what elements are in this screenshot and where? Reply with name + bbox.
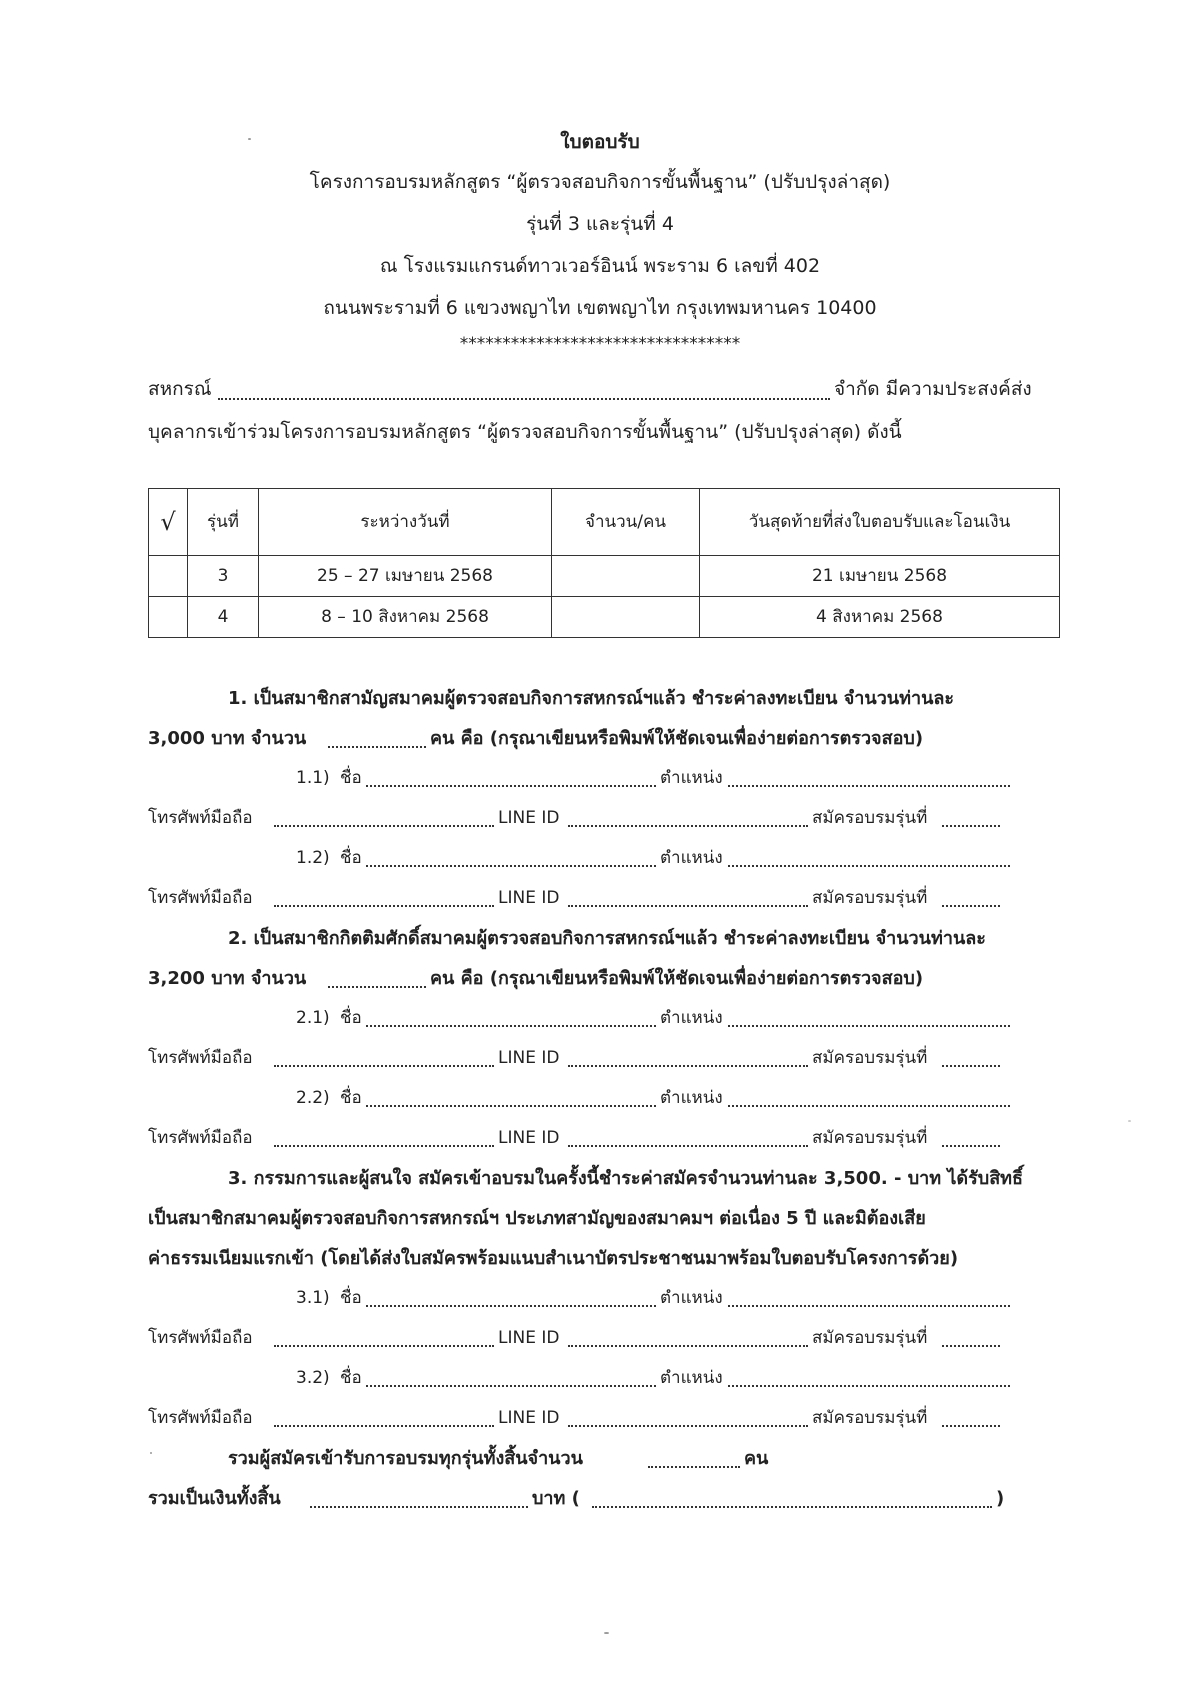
batch-apply-field[interactable] xyxy=(942,1145,1000,1147)
position-field[interactable] xyxy=(728,1305,1010,1307)
phone-field[interactable] xyxy=(274,1065,494,1067)
batch-apply-label: สมัครอบรมรุ่นที่ xyxy=(812,1408,928,1428)
item-number: 2.2) xyxy=(296,1088,330,1108)
name-label: ชื่อ xyxy=(340,1368,362,1388)
baht-label: บาท ( xyxy=(532,1488,580,1509)
position-field[interactable] xyxy=(728,1025,1010,1027)
position-label: ตำแหน่ง xyxy=(660,1288,723,1308)
batch-apply-label: สมัครอบรมรุ่นที่ xyxy=(812,1048,928,1068)
row-deadline: 21 เมษายน 2568 xyxy=(700,556,1060,597)
close-paren: ) xyxy=(996,1488,1005,1509)
batch-apply-field[interactable] xyxy=(942,1345,1000,1347)
venue-line: ณ โรงแรมแกรนด์ทาวเวอร์อินน์ พระราม 6 เลขที่ 402 xyxy=(379,255,821,277)
position-label: ตำแหน่ง xyxy=(660,1088,723,1108)
phone-label: โทรศัพท์มือถือ xyxy=(148,808,253,828)
total-amount-field[interactable] xyxy=(310,1506,528,1508)
line-id-label: LINE ID xyxy=(498,1328,560,1348)
coop-label: สหกรณ์ xyxy=(148,378,212,400)
section1-count-field[interactable] xyxy=(328,746,426,748)
line-id-field[interactable] xyxy=(568,825,808,827)
phone-field[interactable] xyxy=(274,1345,494,1347)
table-header-batch: รุ่นที่ xyxy=(188,489,259,556)
position-label: ตำแหน่ง xyxy=(660,848,723,868)
position-field[interactable] xyxy=(728,1105,1010,1107)
row-dates: 25 – 27 เมษายน 2568 xyxy=(259,556,552,597)
table-header-row xyxy=(149,489,1060,556)
project-title: โครงการอบรมหลักสูตร “ผู้ตรวจสอบกิจการขั้นพื้นฐาน” (ปรับปรุงล่าสุด) xyxy=(309,171,891,193)
item-number: 2.1) xyxy=(296,1008,330,1028)
line-id-field[interactable] xyxy=(568,1145,808,1147)
scan-speck xyxy=(1128,1120,1131,1122)
section1-line2-suffix: คน คือ (กรุณาเขียนหรือพิมพ์ให้ชัดเจนเพื่อง่ายต่อการตรวจสอบ) xyxy=(430,728,924,749)
name-label: ชื่อ xyxy=(340,848,362,868)
line-id-label: LINE ID xyxy=(498,1048,560,1068)
phone-field[interactable] xyxy=(274,1425,494,1427)
phone-label: โทรศัพท์มือถือ xyxy=(148,1048,253,1068)
line-id-label: LINE ID xyxy=(498,888,560,908)
line-id-field[interactable] xyxy=(568,1065,808,1067)
section1-line1: 1. เป็นสมาชิกสามัญสมาคมผู้ตรวจสอบกิจการสหกรณ์ฯแล้ว ชำระค่าลงทะเบียน จำนวนท่านละ xyxy=(228,688,955,709)
position-field[interactable] xyxy=(728,785,1010,787)
scan-speck xyxy=(150,1452,152,1454)
line-id-field[interactable] xyxy=(568,1425,808,1427)
line-id-field[interactable] xyxy=(568,1345,808,1347)
position-label: ตำแหน่ง xyxy=(660,1008,723,1028)
schedule-table xyxy=(148,488,1060,638)
line-id-label: LINE ID xyxy=(498,808,560,828)
section2-count-field[interactable] xyxy=(328,986,426,988)
total-applicants-label: รวมผู้สมัครเข้ารับการอบรมทุกรุ่นทั้งสิ้นจำนวน xyxy=(228,1448,583,1469)
row-batch: 4 xyxy=(188,597,259,638)
section2-line1: 2. เป็นสมาชิกกิตติมศักดิ์สมาคมผู้ตรวจสอบกิจการสหกรณ์ฯแล้ว ชำระค่าลงทะเบียน จำนวนท่านละ xyxy=(228,928,986,949)
position-field[interactable] xyxy=(728,1385,1010,1387)
section3-line2: เป็นสมาชิกสมาคมผู้ตรวจสอบกิจการสหกรณ์ฯ ประเภทสามัญของสมาคมฯ ต่อเนื่อง 5 ปี และมิต้องเสีย xyxy=(148,1208,926,1229)
row-check-cell[interactable] xyxy=(149,597,188,638)
name-field[interactable] xyxy=(366,1105,656,1107)
section2-line2-suffix: คน คือ (กรุณาเขียนหรือพิมพ์ให้ชัดเจนเพื่อง่ายต่อการตรวจสอบ) xyxy=(430,968,924,989)
item-number: 1.2) xyxy=(296,848,330,868)
batch-apply-label: สมัครอบรมรุ่นที่ xyxy=(812,1128,928,1148)
name-label: ชื่อ xyxy=(340,1288,362,1308)
total-applicants-field[interactable] xyxy=(648,1466,740,1468)
name-field[interactable] xyxy=(366,785,656,787)
row-batch: 3 xyxy=(188,556,259,597)
item-number: 3.2) xyxy=(296,1368,330,1388)
row-check-cell[interactable] xyxy=(149,556,188,597)
batch-apply-field[interactable] xyxy=(942,825,1000,827)
table-header-deadline: วันสุดท้ายที่ส่งใบตอบรับและโอนเงิน xyxy=(700,489,1060,556)
coop-suffix: จำกัด มีความประสงค์ส่ง xyxy=(834,378,1032,400)
table-header-count: จำนวน/คน xyxy=(552,489,700,556)
scan-speck xyxy=(604,1632,609,1634)
intro-line: บุคลากรเข้าร่วมโครงการอบรมหลักสูตร “ผู้ตรวจสอบกิจการขั้นพื้นฐาน” (ปรับปรุงล่าสุด) ดังนี้ xyxy=(148,421,902,443)
checkmark-icon: √ xyxy=(149,489,188,556)
line-id-label: LINE ID xyxy=(498,1408,560,1428)
name-field[interactable] xyxy=(366,865,656,867)
coop-name-field[interactable] xyxy=(218,398,830,400)
name-field[interactable] xyxy=(366,1385,656,1387)
total-amount-label: รวมเป็นเงินทั้งสิ้น xyxy=(148,1488,281,1509)
phone-field[interactable] xyxy=(274,1145,494,1147)
batch-apply-field[interactable] xyxy=(942,1065,1000,1067)
section2-price: 3,200 บาท จำนวน xyxy=(148,968,307,989)
batch-apply-label: สมัครอบรมรุ่นที่ xyxy=(812,808,928,828)
table-header-dates: ระหว่างวันที่ xyxy=(259,489,552,556)
name-label: ชื่อ xyxy=(340,768,362,788)
item-number: 1.1) xyxy=(296,768,330,788)
persons-label: คน xyxy=(744,1448,769,1469)
document-title: ใบตอบรับ xyxy=(560,131,640,153)
separator-stars: ********************************* xyxy=(459,334,741,354)
position-label: ตำแหน่ง xyxy=(660,1368,723,1388)
position-field[interactable] xyxy=(728,865,1010,867)
batch-apply-field[interactable] xyxy=(942,1425,1000,1427)
batch-apply-label: สมัครอบรมรุ่นที่ xyxy=(812,888,928,908)
phone-label: โทรศัพท์มือถือ xyxy=(148,888,253,908)
table-row xyxy=(149,597,1060,638)
phone-label: โทรศัพท์มือถือ xyxy=(148,1408,253,1428)
batch-apply-label: สมัครอบรมรุ่นที่ xyxy=(812,1328,928,1348)
phone-label: โทรศัพท์มือถือ xyxy=(148,1128,253,1148)
item-number: 3.1) xyxy=(296,1288,330,1308)
line-id-field[interactable] xyxy=(568,905,808,907)
name-label: ชื่อ xyxy=(340,1088,362,1108)
phone-label: โทรศัพท์มือถือ xyxy=(148,1328,253,1348)
row-dates: 8 – 10 สิงหาคม 2568 xyxy=(259,597,552,638)
row-deadline: 4 สิงหาคม 2568 xyxy=(700,597,1060,638)
name-label: ชื่อ xyxy=(340,1008,362,1028)
phone-field[interactable] xyxy=(274,825,494,827)
batch-apply-field[interactable] xyxy=(942,905,1000,907)
name-field[interactable] xyxy=(366,1305,656,1307)
section1-price: 3,000 บาท จำนวน xyxy=(148,728,307,749)
scan-speck xyxy=(248,138,251,140)
position-label: ตำแหน่ง xyxy=(660,768,723,788)
table-row xyxy=(149,556,1060,597)
section3-line3: ค่าธรรมเนียมแรกเข้า (โดยได้ส่งใบสมัครพร้อมแนบสำเนาบัตรประชาชนมาพร้อมใบตอบรับโครงการด้วย) xyxy=(148,1248,959,1269)
batch-line: รุ่นที่ 3 และรุ่นที่ 4 xyxy=(526,213,674,235)
section3-line1: 3. กรรมการและผู้สนใจ สมัครเข้าอบรมในครั้งนี้ชำระค่าสมัครจำนวนท่านละ 3,500. - บาท ได้รับสิทธิ์ xyxy=(228,1168,1024,1189)
amount-in-words-field[interactable] xyxy=(592,1506,992,1508)
line-id-label: LINE ID xyxy=(498,1128,560,1148)
address-line: ถนนพระรามที่ 6 แขวงพญาไท เขตพญาไท กรุงเทพมหานคร 10400 xyxy=(323,297,877,319)
phone-field[interactable] xyxy=(274,905,494,907)
row-count-cell[interactable] xyxy=(552,597,700,638)
name-field[interactable] xyxy=(366,1025,656,1027)
row-count-cell[interactable] xyxy=(552,556,700,597)
